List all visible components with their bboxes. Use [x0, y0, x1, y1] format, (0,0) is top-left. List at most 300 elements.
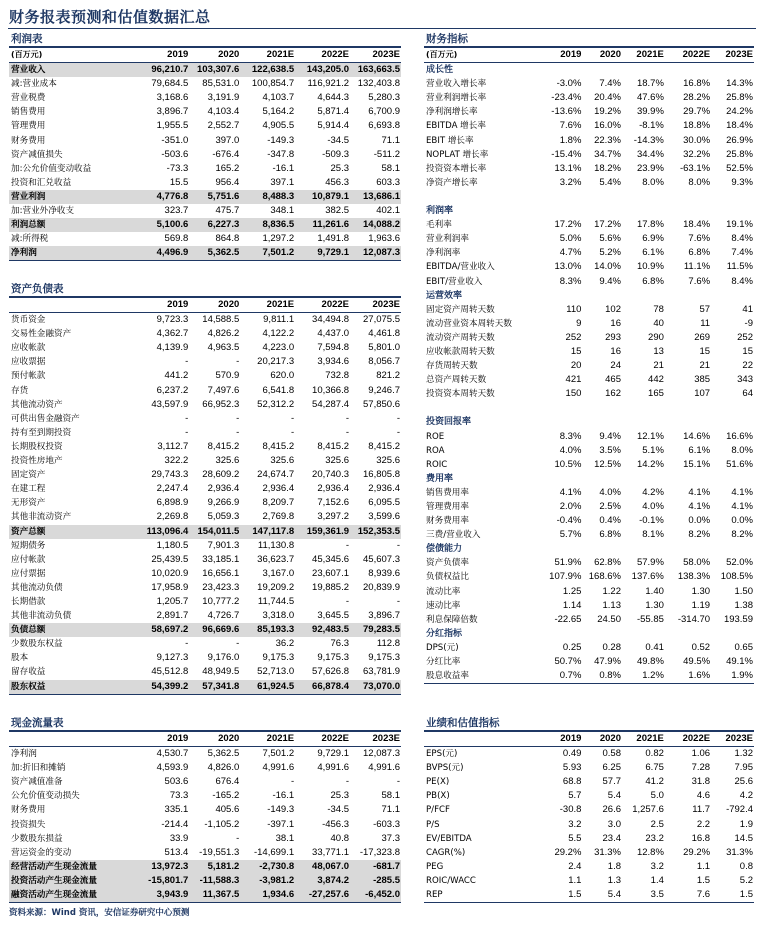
- row-value: 1.9: [739, 818, 753, 830]
- table-row: [424, 303, 754, 317]
- row-value: -17,323.8: [359, 846, 400, 858]
- row-label: 应收票据: [11, 357, 46, 368]
- row-value: 11.7: [692, 804, 711, 816]
- row-value: 8,836.5: [240, 218, 295, 232]
- table-row: [424, 599, 754, 613]
- table-row: [424, 585, 754, 599]
- row-value: 4,726.7: [207, 610, 240, 622]
- row-value: 16.8%: [683, 78, 711, 90]
- table-row: [9, 846, 401, 860]
- row-value: 8.1%: [642, 529, 664, 541]
- row-label: 毛利率: [426, 220, 452, 231]
- row-value: 2,247.4: [156, 483, 189, 495]
- row-value: 11,367.5: [189, 888, 240, 903]
- table-row: [9, 761, 401, 775]
- row-value: 18.7%: [636, 78, 664, 90]
- table-header-row: [9, 47, 401, 63]
- row-value: 732.8: [325, 370, 350, 382]
- row-value: 5.4: [582, 888, 622, 903]
- row-value: 38.1: [275, 832, 295, 844]
- table-row: [9, 204, 401, 218]
- row-value: [665, 190, 711, 204]
- row-value: 31.3%: [726, 846, 753, 858]
- year-header: 2021E: [240, 47, 295, 63]
- table-row: [424, 105, 754, 119]
- table-row: [9, 525, 401, 539]
- row-value: 397.1: [270, 176, 295, 188]
- row-label: 营业收入增长率: [426, 79, 487, 90]
- row-value: -165.2: [212, 790, 240, 802]
- row-value: 5,801.0: [368, 342, 400, 354]
- row-value: 17.2%: [594, 219, 621, 231]
- row-label: 财务费用: [11, 135, 46, 146]
- row-value: 11.5%: [726, 261, 753, 273]
- row-value: 28,609.2: [202, 469, 240, 481]
- row-value: 12,087.3: [363, 748, 400, 760]
- row-label: 其他流动负债: [11, 582, 63, 593]
- year-header: 2021E: [622, 47, 665, 63]
- row-value: 7.4%: [599, 78, 621, 90]
- row-value: 4.0%: [599, 486, 621, 498]
- row-label: 利润总额: [9, 218, 138, 232]
- row-value: -149.3: [267, 804, 295, 816]
- table-row: [9, 747, 401, 762]
- unit-label: (百万元): [424, 47, 543, 63]
- row-value: 290: [648, 331, 664, 343]
- row-value: -: [236, 426, 240, 438]
- row-value: 48,067.0: [295, 860, 350, 874]
- row-label: EV/EBITDA: [426, 833, 472, 844]
- table-row: [424, 359, 754, 373]
- row-value: 4,826.0: [207, 762, 240, 774]
- table-row: [9, 313, 401, 328]
- table-row: [9, 888, 401, 903]
- row-value: 10,777.2: [202, 595, 240, 607]
- row-value: 2.2: [696, 818, 711, 830]
- row-value: -23.4%: [551, 92, 582, 104]
- row-value: 9.4%: [599, 430, 621, 442]
- unit-label: [424, 731, 543, 747]
- row-value: 103,307.6: [189, 63, 240, 78]
- table-row: [9, 539, 401, 553]
- row-value: 864.8: [215, 233, 240, 245]
- row-value: 8.4%: [731, 275, 753, 287]
- row-value: 4,826.2: [207, 328, 240, 340]
- row-value: 9,246.7: [368, 384, 400, 396]
- row-value: 1.1: [568, 874, 582, 886]
- row-value: 4,991.6: [317, 762, 350, 774]
- row-label: 净利润: [11, 749, 37, 760]
- row-label: 应收帐款周转天数: [426, 346, 495, 357]
- row-value: 14.6%: [683, 430, 711, 442]
- row-label: EBITDA 增长率: [426, 121, 486, 132]
- row-value: 34,494.8: [312, 314, 350, 326]
- row-value: 8.2%: [731, 529, 753, 541]
- row-label: NOPLAT 增长率: [426, 149, 489, 160]
- row-value: 1.1: [696, 860, 711, 872]
- table-row: [424, 415, 754, 429]
- row-value: 49.8%: [636, 656, 664, 668]
- row-value: 4,644.3: [317, 92, 350, 104]
- row-value: 323.7: [164, 205, 189, 217]
- row-value: -: [396, 412, 400, 424]
- row-value: 4,437.0: [317, 328, 350, 340]
- table-row: [424, 669, 754, 684]
- row-value: -681.7: [350, 860, 401, 874]
- row-value: 41: [742, 303, 753, 315]
- table-row: [9, 468, 401, 482]
- row-value: 513.4: [164, 846, 189, 858]
- row-value: 7.6: [665, 888, 711, 903]
- row-value: [543, 627, 583, 641]
- balance-sheet-table: [9, 296, 401, 695]
- table-header-row: [9, 731, 401, 747]
- row-value: [665, 627, 711, 641]
- table-row: [424, 317, 754, 331]
- row-label: 财务费用: [11, 805, 46, 816]
- row-value: 0.52: [691, 641, 711, 653]
- row-value: 8,415.2: [207, 440, 240, 452]
- row-value: 85,193.3: [240, 623, 295, 637]
- row-value: 6,898.9: [156, 497, 189, 509]
- row-value: 8,415.2: [317, 440, 350, 452]
- year-header: 2022E: [665, 731, 711, 747]
- row-label: 存货: [11, 385, 29, 396]
- row-value: 1,205.7: [156, 595, 189, 607]
- table-row: [424, 570, 754, 584]
- row-label: 销售费用率: [426, 487, 469, 498]
- row-value: -503.6: [161, 148, 189, 160]
- table-row: [424, 542, 754, 556]
- row-value: 36.2: [275, 638, 295, 650]
- row-value: 79,283.5: [350, 623, 401, 637]
- row-value: 12.8%: [636, 846, 664, 858]
- row-value: 6,693.8: [368, 120, 400, 132]
- row-value: [622, 63, 665, 78]
- table-row: [9, 553, 401, 567]
- row-value: 13.0%: [554, 261, 582, 273]
- table-row: [9, 327, 401, 341]
- row-value: 1,297.2: [262, 233, 295, 245]
- row-value: 4.1%: [731, 501, 753, 512]
- row-value: 252: [565, 331, 582, 343]
- row-value: 385: [694, 374, 711, 386]
- row-label: [424, 190, 543, 204]
- row-value: -3,981.2: [240, 874, 295, 888]
- table-row: [9, 148, 401, 162]
- row-value: 5.1%: [642, 444, 664, 456]
- row-value: 8,209.7: [262, 497, 295, 509]
- row-value: 442: [648, 374, 664, 386]
- row-value: 3,934.6: [317, 356, 350, 368]
- year-header: 2021E: [240, 731, 295, 747]
- table-row: [424, 747, 754, 762]
- row-value: 22.3%: [594, 134, 621, 146]
- row-label: 财务费用率: [426, 516, 469, 527]
- row-value: 620.0: [270, 370, 295, 382]
- row-label: 负债权益比: [426, 572, 469, 583]
- row-value: 29.2%: [683, 846, 711, 858]
- table-row: [424, 289, 754, 303]
- row-value: 28.2%: [683, 92, 711, 104]
- row-value: 16.6%: [726, 430, 753, 442]
- table-row: [424, 860, 754, 874]
- row-value: 14,088.2: [350, 218, 401, 232]
- row-value: 2.0%: [559, 501, 582, 512]
- row-value: 58.0%: [683, 557, 711, 569]
- row-value: 43,597.9: [151, 398, 189, 410]
- row-value: [711, 627, 754, 641]
- row-label: P/S: [426, 819, 440, 830]
- table-row: [9, 384, 401, 398]
- row-value: 1,934.6: [240, 888, 295, 903]
- row-value: 16: [610, 345, 621, 357]
- row-label: 营业收入: [9, 63, 138, 78]
- row-value: 0.0%: [688, 515, 711, 527]
- table-row: [9, 162, 401, 176]
- row-value: 1,257.6: [632, 804, 664, 816]
- row-label: 减:所得税: [11, 234, 49, 245]
- row-value: 1.50: [734, 585, 753, 597]
- row-value: 20,839.9: [363, 581, 400, 593]
- row-value: 3.5%: [599, 444, 621, 456]
- row-value: 50.7%: [554, 656, 582, 668]
- row-value: 13: [653, 345, 664, 357]
- row-value: [665, 289, 711, 303]
- row-value: 30.0%: [683, 134, 711, 146]
- row-value: 24.50: [597, 613, 621, 625]
- row-value: [543, 190, 583, 204]
- year-header: 2022E: [295, 297, 350, 313]
- row-label: 投资资本增长率: [426, 163, 487, 174]
- row-value: 165: [648, 388, 664, 400]
- row-value: 71.1: [381, 134, 400, 146]
- row-value: 3,645.5: [317, 610, 350, 622]
- row-value: 8,415.2: [368, 440, 400, 452]
- row-value: -8.1%: [639, 120, 664, 132]
- row-value: 5.2: [739, 874, 753, 886]
- row-value: 4,103.4: [207, 106, 240, 118]
- row-value: [622, 401, 665, 415]
- row-value: -22.65: [554, 613, 582, 625]
- year-header: 2023E: [350, 731, 401, 747]
- row-value: 3,191.9: [207, 92, 240, 104]
- row-value: -0.1%: [639, 515, 664, 527]
- table-header-row: [424, 731, 754, 747]
- income-statement-title: 利润表: [11, 33, 43, 45]
- row-value: 58,697.2: [138, 623, 189, 637]
- page-title: 财务报表预测和估值数据汇总: [9, 8, 211, 26]
- row-value: 112.8: [376, 638, 400, 650]
- table-row: [424, 204, 754, 218]
- row-value: 4,496.9: [138, 246, 189, 261]
- row-label: 利润率: [426, 206, 454, 217]
- row-value: 1.30: [691, 585, 711, 597]
- row-label: 分红比率: [426, 657, 461, 668]
- row-value: -: [396, 539, 400, 551]
- row-value: 821.2: [376, 370, 400, 382]
- row-value: 7,501.2: [262, 748, 295, 760]
- row-value: [543, 472, 583, 486]
- row-value: 293: [605, 331, 621, 343]
- row-label: 投资性房地产: [11, 456, 63, 467]
- cashflow-panel: [9, 717, 401, 903]
- row-value: 0.82: [645, 748, 664, 760]
- row-value: 33.9: [169, 832, 189, 844]
- row-value: 52.0%: [726, 557, 753, 569]
- row-value: 49.5%: [683, 656, 711, 668]
- row-value: -351.0: [161, 134, 189, 146]
- row-value: 61,924.5: [240, 680, 295, 695]
- row-label: 持有至到期投资: [11, 427, 72, 438]
- row-value: 1,180.5: [156, 539, 189, 551]
- row-value: 4.2%: [642, 486, 664, 498]
- year-header: 2020: [582, 47, 622, 63]
- year-header: 2019: [138, 731, 189, 747]
- row-value: 269: [694, 331, 711, 343]
- table-row: [9, 623, 401, 637]
- year-header: 2019: [543, 731, 583, 747]
- year-header: 2022E: [295, 731, 350, 747]
- table-row: [424, 486, 754, 500]
- row-value: 252: [737, 331, 753, 343]
- row-value: [543, 401, 583, 415]
- row-value: 6,227.3: [189, 218, 240, 232]
- balance-sheet-panel: [9, 283, 401, 695]
- row-value: 64: [742, 388, 753, 400]
- table-row: [424, 387, 754, 401]
- year-header: 2023E: [350, 47, 401, 63]
- row-label: 营业利润: [9, 190, 138, 204]
- row-label: 营业利润增长率: [426, 93, 487, 104]
- row-label: 资产减值准备: [11, 777, 63, 788]
- row-value: 14.3%: [726, 78, 753, 90]
- table-row: [9, 176, 401, 190]
- row-value: 16.0%: [594, 120, 621, 132]
- row-value: 7.6%: [688, 233, 711, 245]
- row-value: 15.5: [169, 176, 189, 188]
- cashflow-title: 现金流量表: [11, 717, 64, 729]
- financial-indicators-table: [424, 46, 754, 684]
- table-row: [9, 803, 401, 817]
- row-label: 加:折旧和摊销: [11, 763, 66, 774]
- row-value: 11: [700, 317, 711, 329]
- row-value: 17.2%: [554, 219, 582, 231]
- row-value: 9,723.3: [156, 314, 189, 326]
- row-value: [622, 190, 665, 204]
- row-value: 1.9%: [711, 669, 754, 684]
- financial-indicators-panel: [424, 33, 754, 684]
- table-row: [424, 528, 754, 542]
- row-value: 9,176.0: [207, 652, 240, 664]
- row-value: 3,297.2: [317, 511, 350, 523]
- row-value: -55.85: [636, 613, 664, 625]
- table-row: [424, 176, 754, 190]
- row-value: -: [290, 776, 295, 788]
- row-label: 在建工程: [11, 484, 46, 495]
- table-row: [424, 641, 754, 655]
- valuation-title: 业绩和估值指标: [426, 717, 500, 729]
- row-value: -19,551.3: [199, 846, 240, 858]
- row-value: 348.1: [270, 205, 295, 217]
- row-value: 3.0: [607, 818, 621, 830]
- table-header-row: [424, 47, 754, 63]
- row-label: 流动比率: [426, 586, 461, 597]
- table-row: [424, 803, 754, 817]
- row-value: 4,223.0: [262, 342, 295, 354]
- row-value: -16.1: [272, 790, 295, 802]
- row-value: 0.49: [562, 748, 582, 760]
- row-value: [622, 627, 665, 641]
- row-label: P/FCF: [426, 805, 450, 816]
- row-value: -: [396, 595, 400, 607]
- row-label: 管理费用率: [426, 502, 469, 512]
- row-value: 1.14: [562, 599, 582, 611]
- row-label: 货币资金: [11, 315, 46, 326]
- row-value: 16.8: [691, 832, 711, 844]
- income-statement-table: [9, 46, 401, 261]
- row-label: 长期股权投资: [11, 441, 63, 452]
- row-value: [543, 63, 583, 78]
- row-value: 325.6: [270, 455, 295, 467]
- row-value: 9,266.9: [207, 497, 240, 509]
- table-row: [9, 832, 401, 846]
- table-row: [9, 595, 401, 609]
- row-value: 9,729.1: [317, 748, 350, 760]
- row-value: -792.4: [726, 804, 753, 816]
- row-value: 0.8%: [582, 669, 622, 684]
- row-label: 长期借款: [11, 596, 46, 607]
- row-value: 4.7%: [559, 247, 582, 259]
- row-value: 19.2%: [594, 106, 621, 118]
- row-value: 456.3: [325, 176, 350, 188]
- row-value: 441.2: [164, 370, 189, 382]
- row-value: 1.22: [602, 585, 621, 597]
- row-value: -14.3%: [633, 134, 664, 146]
- row-value: 9,175.3: [317, 652, 350, 664]
- row-value: 0.4%: [599, 515, 621, 527]
- row-value: 20: [570, 360, 582, 372]
- year-header: 2019: [543, 47, 583, 63]
- row-value: 1.8%: [559, 134, 582, 146]
- table-row: [9, 63, 401, 78]
- table-row: [424, 613, 754, 627]
- row-value: 73,070.0: [350, 680, 401, 695]
- row-value: 143,205.0: [295, 63, 350, 78]
- row-label: 运营效率: [426, 290, 463, 301]
- title-rule: [8, 28, 756, 29]
- row-value: [711, 289, 754, 303]
- row-value: 116,921.2: [307, 78, 350, 90]
- row-label: 股东权益: [9, 680, 138, 695]
- table-row: [9, 482, 401, 496]
- row-value: 23.4: [602, 832, 621, 844]
- row-value: 603.3: [376, 176, 400, 188]
- table-row: [424, 818, 754, 832]
- row-value: 57.9%: [636, 557, 664, 569]
- row-label: DPS(元): [426, 642, 459, 653]
- row-value: 4,362.7: [156, 328, 189, 340]
- row-value: 7.95: [734, 762, 753, 774]
- row-value: 150: [565, 388, 582, 400]
- row-value: 13,972.3: [138, 860, 189, 874]
- row-value: 5,164.2: [262, 106, 295, 118]
- row-value: 23.9%: [636, 162, 664, 174]
- table-row: [424, 430, 754, 444]
- row-value: 5.4: [607, 790, 621, 802]
- row-value: 8,488.3: [240, 190, 295, 204]
- table-row: [424, 458, 754, 472]
